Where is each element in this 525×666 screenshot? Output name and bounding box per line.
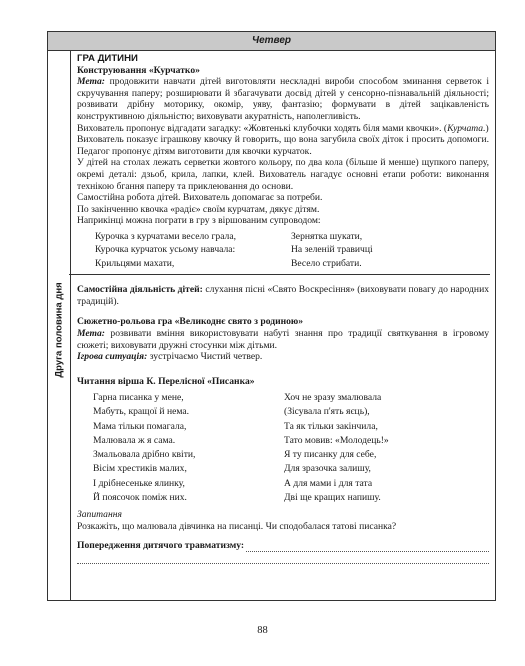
page-frame [47, 31, 496, 601]
poem-line: Крильцями махати, [95, 257, 175, 269]
day-header: Четвер [48, 32, 495, 51]
side-label: Друга половина дня [53, 282, 65, 378]
injury-prevention [77, 540, 489, 552]
section-title-game: ГРА ДИТИНИ [77, 53, 138, 64]
paragraph-4: По закінченню квочка «радіє» своїм курчатам, дякує дітям. [77, 203, 320, 215]
poem-line: Курочка з курчатами весело грала, [95, 230, 236, 242]
poem-line: Та як тільки закінчила, [284, 420, 378, 432]
poem-line: Мама тільки помагала, [93, 420, 187, 432]
poem-line: Гарна писанка у мене, [93, 392, 184, 404]
poem-line: Й поясочок поміж них. [93, 491, 187, 503]
blank-line [77, 563, 489, 564]
game-poem [95, 230, 489, 270]
paragraph-3: Самостійна робота дітей. Вихователь допомагає за потреби. [77, 192, 323, 204]
goal-paragraph: Мета: продовжити навчати дітей виготовляти нескладні вироби способом зминання серветок і скручування паперу; розширювати й збагачувати досвід дітей у сенсорно-пізнавальній діяльності; розвивати дрібну моторику, окомір, уяву, фантазію; формувати в дітей зацікавленість конструктивною діяльністю; виховувати акуратність, наполегливість. [77, 76, 489, 122]
role-play-goal: Мета: розвивати вміння використовувати набуті знання про традиції святкування в ігровому сюжеті; виховувати дружні стосунки між дітьми. [77, 327, 489, 351]
poem-line: Весело стрибати. [291, 257, 362, 269]
poem-line: Малювала ж я сама. [93, 434, 176, 446]
paragraph-2: У дітей на столах лежать серветки жовтого кольору, по два кола (більше й менше) щупкого паперу, окремі деталі: дзьоб, крила, лапки, клей. Вихователь нагадує основні етапи роботи: виконання технікою бгання паперу та приклеювання до основи. [77, 157, 489, 192]
poem-line: Дві ще кращих напишу. [284, 491, 381, 503]
poem-line: Змальовала дрібно квіти, [93, 449, 196, 461]
page-number: 88 [257, 625, 268, 636]
riddle-paragraph: Вихователь пропонує відгадати загадку: «Жовтенькі клубочки ходять біля мами квочки». (Курчата.) [77, 122, 489, 134]
poem-line: Зернятка шукати, [291, 230, 363, 242]
poem-line: Мабуть, кращої й нема. [93, 406, 190, 418]
poem-line: Тато мовив: «Молодець!» [284, 434, 389, 446]
paragraph-1: Вихователь показує іграшкову квочку й говорить, що вона загубила своїх діток і просить допомоги. Педагог пропонує дітям виготовити для квочки курчаток. [77, 134, 489, 157]
paragraph-5: Наприкінці можна пограти в гру з віршованим супроводом: [77, 215, 321, 227]
poem-line: (Зісувала п'ять яєць), [284, 406, 370, 418]
questions-label: Запитання [77, 508, 122, 520]
injury-fill-line [246, 543, 489, 552]
independent-activity: Самостійна діяльність дітей: слухання пісні «Свято Воскресіння» (виховувати повагу до народних традицій). [77, 284, 489, 307]
poem-line: На зеленій травичці [291, 244, 373, 256]
question-text: Розкажіть, що малювала дівчинка на писанці. Чи сподобалася татові писанка? [77, 520, 397, 532]
poem-line: Вісім хрестиків малих, [93, 463, 187, 475]
injury-label: Попередження дитячого травматизму: [77, 540, 245, 552]
pysanka-poem [93, 391, 489, 505]
poem-line: Хоч не зразу змалювала [284, 392, 382, 404]
construction-title: Конструювання «Курчатко» [77, 64, 200, 76]
reading-title: Читання вірша К. Перелісної «Писанка» [77, 375, 255, 387]
poem-line: Курочка курчаток усьому навчала: [95, 244, 236, 256]
content-area [77, 53, 489, 564]
game-situation: Ігрова ситуація: зустрічаємо Чистий четвер. [77, 351, 263, 363]
side-column [48, 50, 71, 600]
poem-line: Для зразочка залишу, [284, 463, 371, 475]
role-play-title: Сюжетно-рольова гра «Великоднє свято з родиною» [77, 316, 304, 328]
poem-line: А для мами і для тата [284, 477, 373, 489]
poem-line: І дрібнесеньке ялинку, [93, 477, 185, 489]
poem-line: Я ту писанку для себе, [284, 449, 377, 461]
